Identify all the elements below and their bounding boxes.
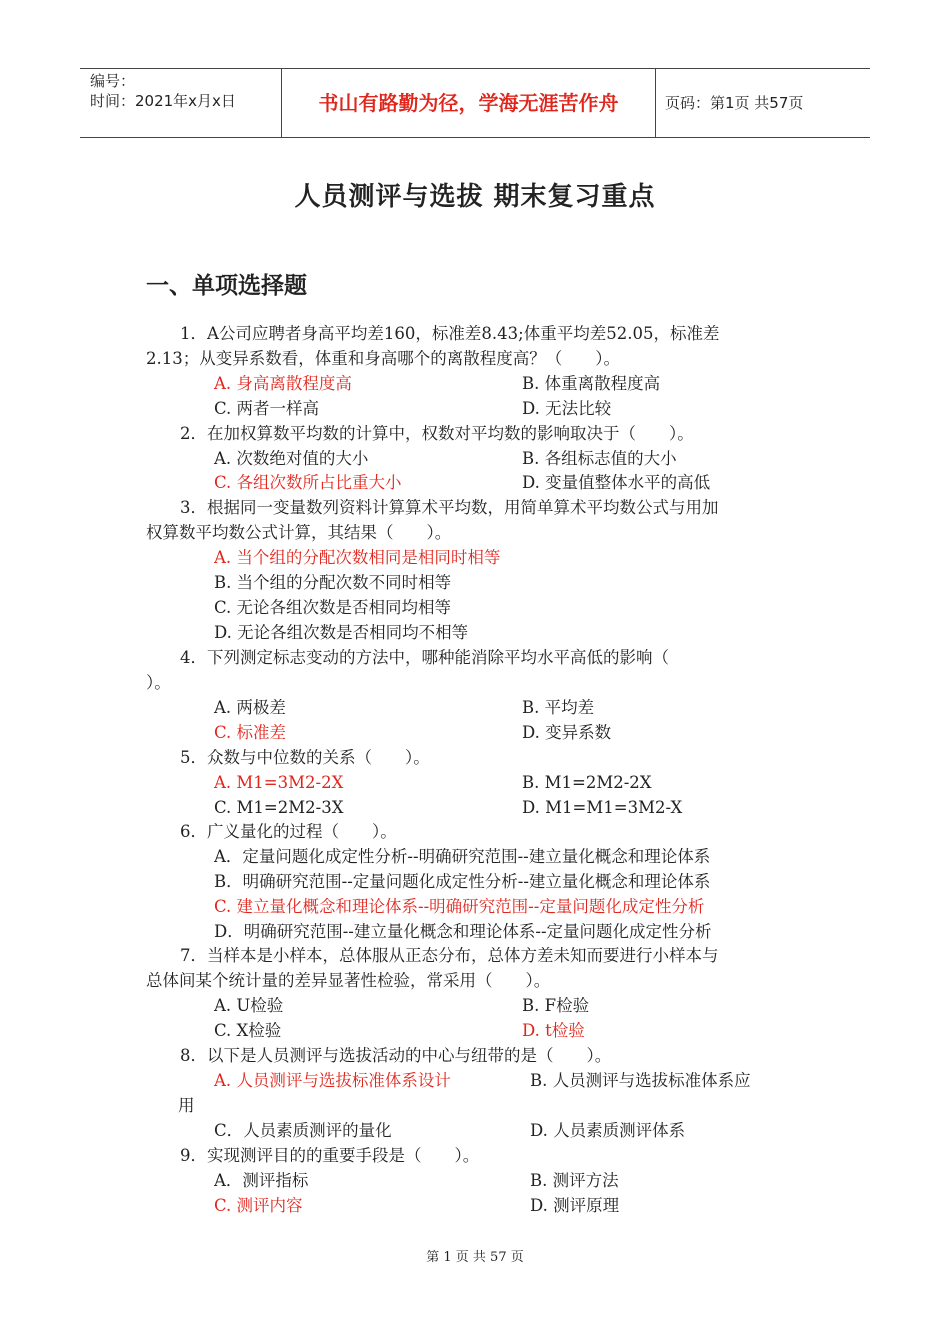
question-3-stem-cont: 权算数平均数公式计算，其结果（ ）。 xyxy=(146,523,452,542)
q6-option-d: D．明确研究范围--建立量化概念和理论体系--定量问题化成定性分析 xyxy=(214,922,712,941)
question-5-stem: 5．众数与中位数的关系（ ）。 xyxy=(180,748,430,767)
number-label: 编号： xyxy=(90,72,136,90)
q3-option-d: D. 无论各组次数是否相同均不相等 xyxy=(214,623,469,642)
q8-option-c: C．人员素质测评的量化 xyxy=(214,1121,392,1140)
q3-option-b: B. 当个组的分配次数不同时相等 xyxy=(214,573,452,592)
question-1-stem: 1．A公司应聘者身高平均差160，标准差8.43;体重平均差52.05，标准差 xyxy=(180,324,720,343)
q7-option-d-answer: D. t检验 xyxy=(522,1021,585,1040)
q1-option-b: B. 体重离散程度高 xyxy=(522,374,661,393)
document-header xyxy=(80,68,870,138)
q7-option-c: C. X检验 xyxy=(214,1021,282,1040)
q3-option-c: C. 无论各组次数是否相同均相等 xyxy=(214,598,452,617)
q8-option-b: B. 人员测评与选拔标准体系应 xyxy=(530,1071,751,1090)
question-2-stem: 2．在加权算数平均数的计算中，权数对平均数的影响取决于（ ）。 xyxy=(180,424,694,443)
q5-option-a-answer: A. M1=3M2-2X xyxy=(214,773,344,792)
page-footer: 第 1 页 共 57 页 xyxy=(426,1250,524,1265)
q2-option-c-answer: C. 各组次数所占比重大小 xyxy=(214,473,402,492)
q5-option-c: C. M1=2M2-3X xyxy=(214,798,344,817)
question-9-stem: 9．实现测评目的的重要手段是（ ）。 xyxy=(180,1146,480,1165)
q2-option-a: A. 次数绝对值的大小 xyxy=(214,449,369,468)
q1-option-c: C. 两者一样高 xyxy=(214,399,320,418)
q9-option-c-answer: C. 测评内容 xyxy=(214,1196,303,1215)
q4-option-b: B. 平均差 xyxy=(522,698,595,717)
question-6-stem: 6．广义量化的过程（ ）。 xyxy=(180,822,397,841)
page-title: 人员测评与选拔 期末复习重点 xyxy=(294,182,656,212)
page-info: 页码：第1页 共57页 xyxy=(665,94,804,112)
question-7-stem-cont: 总体间某个统计量的差异显著性检验，常采用（ ）。 xyxy=(146,971,551,990)
q2-option-d: D. 变量值整体水平的高低 xyxy=(522,473,711,492)
question-7-stem: 7．当样本是小样本，总体服从正态分布，总体方差未知而要进行小样本与 xyxy=(180,946,719,965)
q9-option-d: D. 测评原理 xyxy=(530,1196,620,1215)
q9-option-b: B. 测评方法 xyxy=(530,1171,619,1190)
header-motto-cell xyxy=(281,69,656,137)
question-8-stem: 8．以下是人员测评与选拔活动的中心与纽带的是（ ）。 xyxy=(180,1046,612,1065)
header-meta xyxy=(80,69,280,137)
date-label: 时间：2021年x月x日 xyxy=(90,92,236,110)
q8-option-b-cont: 用 xyxy=(178,1096,195,1115)
q4-option-d: D. 变异系数 xyxy=(522,723,612,742)
q5-option-b: B. M1=2M2-2X xyxy=(522,773,652,792)
question-4-stem: 4．下列测定标志变动的方法中，哪种能消除平均水平高低的影响（ xyxy=(180,648,669,667)
q1-option-a-answer: A. 身高离散程度高 xyxy=(214,374,352,393)
question-3-stem: 3．根据同一变量数列资料计算算术平均数，用简单算术平均数公式与用加 xyxy=(180,498,719,517)
section-heading: 一、单项选择题 xyxy=(146,273,307,299)
q1-option-d: D. 无法比较 xyxy=(522,399,612,418)
q8-option-d: D. 人员素质测评体系 xyxy=(530,1121,686,1140)
question-4-stem-cont: ）。 xyxy=(146,673,171,692)
q4-option-a: A. 两极差 xyxy=(214,698,286,717)
q6-option-b: B．明确研究范围--定量问题化成定性分析--建立量化概念和理论体系 xyxy=(214,872,711,891)
q2-option-b: B. 各组标志值的大小 xyxy=(522,449,677,468)
q7-option-b: B. F检验 xyxy=(522,996,590,1015)
question-1-stem-cont: 2.13；从变异系数看，体重和身高哪个的离散程度高？（ ）。 xyxy=(146,349,620,368)
q5-option-d: D. M1=M1=3M2-X xyxy=(522,798,683,817)
q8-option-a-answer: A. 人员测评与选拔标准体系设计 xyxy=(214,1071,451,1090)
q3-option-a-answer: A. 当个组的分配次数相同是相同时相等 xyxy=(214,548,501,567)
q7-option-a: A. U检验 xyxy=(214,996,284,1015)
q4-option-c-answer: C. 标准差 xyxy=(214,723,287,742)
motto: 书山有路勤为径，学海无涯苦作舟 xyxy=(318,91,619,115)
q9-option-a: A．测评指标 xyxy=(214,1171,309,1190)
q6-option-a: A．定量问题化成定性分析--明确研究范围--建立量化概念和理论体系 xyxy=(214,847,711,866)
q6-option-c-answer: C. 建立量化概念和理论体系--明确研究范围--定量问题化成定性分析 xyxy=(214,897,705,916)
